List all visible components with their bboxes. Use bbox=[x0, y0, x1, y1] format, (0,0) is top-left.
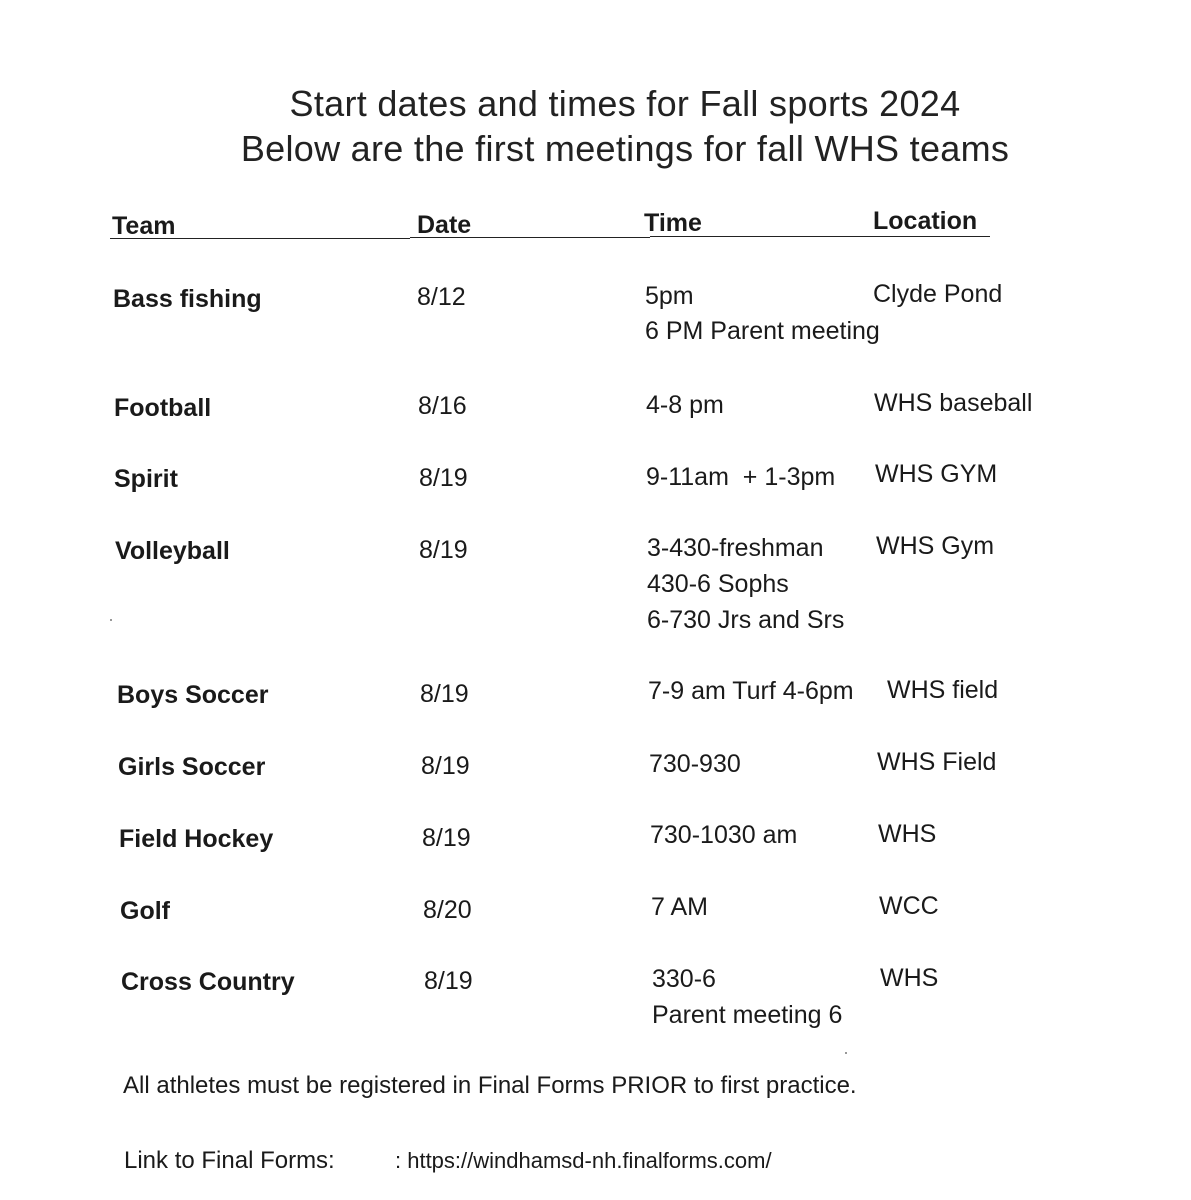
header-underline bbox=[650, 236, 990, 237]
start-time: 6-730 Jrs and Srs bbox=[647, 606, 845, 634]
start-date: 8/19 bbox=[419, 536, 468, 564]
location: Clyde Pond bbox=[873, 280, 1003, 308]
team-name: Golf bbox=[120, 897, 170, 925]
final-forms-link-label: Link to Final Forms: bbox=[124, 1147, 335, 1174]
start-time: 7-9 am Turf 4-6pm bbox=[648, 677, 854, 705]
start-time: 7 AM bbox=[651, 893, 708, 921]
start-date: 8/20 bbox=[423, 896, 472, 924]
scan-speck bbox=[110, 619, 112, 621]
team-name: Volleyball bbox=[115, 537, 230, 565]
location: WHS Field bbox=[877, 748, 997, 776]
location: WCC bbox=[879, 892, 939, 920]
final-forms-link[interactable]: : https://windhamsd-nh.finalforms.com/ bbox=[395, 1148, 772, 1173]
scan-speck bbox=[845, 1052, 847, 1054]
team-name: Cross Country bbox=[121, 968, 295, 996]
start-date: 8/19 bbox=[424, 967, 473, 995]
location: WHS Gym bbox=[876, 532, 995, 560]
team-name: Girls Soccer bbox=[118, 753, 266, 781]
start-time: 5pm bbox=[645, 282, 694, 310]
start-date: 8/16 bbox=[418, 392, 467, 420]
start-time: 3-430-freshman bbox=[647, 534, 824, 562]
column-header-date: Date bbox=[417, 211, 472, 239]
column-header-team: Team bbox=[112, 212, 176, 240]
start-time: 330-6 bbox=[652, 965, 716, 993]
start-time: 730-930 bbox=[649, 750, 741, 778]
start-date: 8/19 bbox=[420, 680, 469, 708]
start-date: 8/19 bbox=[419, 464, 468, 492]
start-date: 8/12 bbox=[417, 283, 466, 311]
start-time: 9-11am + 1-3pm bbox=[646, 463, 836, 491]
page-title: Start dates and times for Fall sports 2024 bbox=[289, 83, 961, 124]
team-name: Field Hockey bbox=[119, 825, 274, 853]
team-name: Bass fishing bbox=[113, 285, 262, 313]
column-header-location: Location bbox=[873, 207, 978, 235]
location: WHS baseball bbox=[874, 389, 1033, 417]
location: WHS GYM bbox=[875, 460, 998, 488]
start-time: 6 PM Parent meeting bbox=[645, 317, 880, 345]
location: WHS bbox=[878, 820, 937, 848]
start-time: 730-1030 am bbox=[650, 821, 798, 849]
team-name: Boys Soccer bbox=[117, 681, 269, 709]
start-time: 4-8 pm bbox=[646, 391, 724, 419]
team-name: Spirit bbox=[114, 465, 178, 493]
start-date: 8/19 bbox=[422, 824, 471, 852]
location: WHS bbox=[880, 964, 939, 992]
column-header-time: Time bbox=[644, 209, 702, 237]
start-time: 430-6 Sophs bbox=[647, 570, 789, 598]
team-name: Football bbox=[114, 394, 212, 422]
start-date: 8/19 bbox=[421, 752, 470, 780]
header-underline bbox=[110, 238, 410, 239]
registration-notice: All athletes must be registered in Final Forms PRIOR to first practice. bbox=[123, 1072, 857, 1099]
location: WHS field bbox=[887, 676, 999, 704]
header-underline bbox=[410, 237, 650, 238]
page-subtitle: Below are the first meetings for fall WHS teams bbox=[240, 128, 1010, 169]
start-time: Parent meeting 6 bbox=[652, 1001, 843, 1029]
